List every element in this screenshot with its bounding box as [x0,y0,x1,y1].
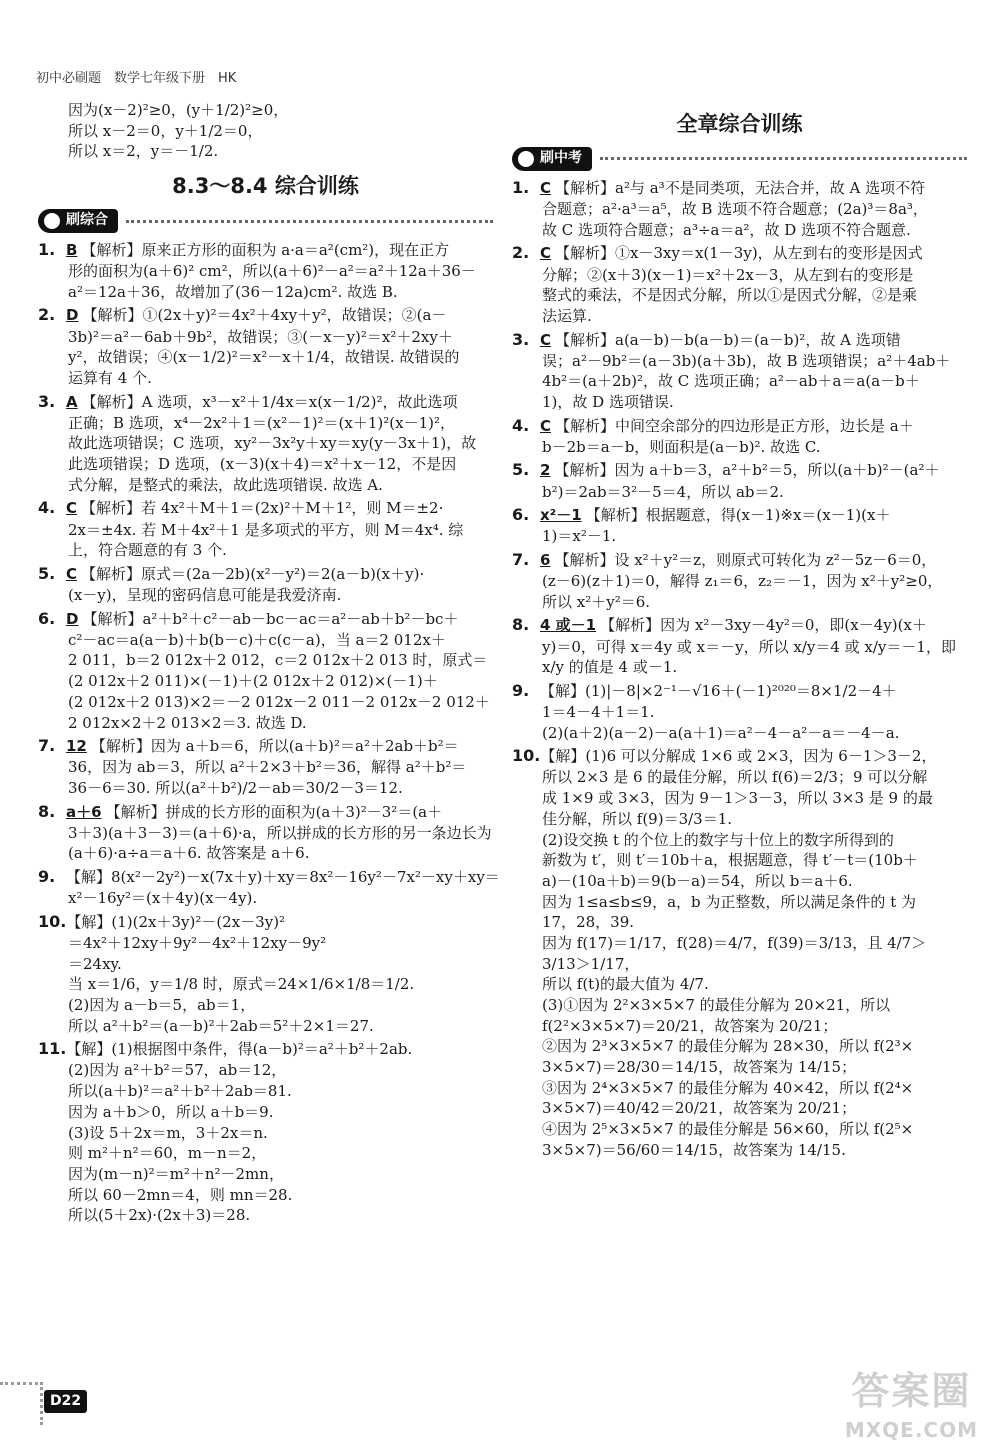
answer-text: 【解析】因为 a＋b＝6，所以(a＋b)²＝a²＋2ab＋b²＝ [90,737,459,756]
answer-line [38,1185,493,1206]
answer-text: 所以 a²＋b²＝(a－b)²＋2ab＝5²＋2×1＝27. [68,1016,374,1035]
answer-line [38,261,493,282]
answer-line [38,933,493,954]
answer-line [512,1016,967,1037]
answer-item [512,504,967,547]
answer-line [512,371,967,392]
answer-line [512,850,967,871]
answer-item [38,866,500,909]
answer-line [38,413,493,434]
intro-line: 所以 x＝2，y＝－1/2. [68,142,219,161]
answer-key: 6 [540,551,551,569]
answer-key: C [66,564,78,583]
answer-line [38,888,493,909]
answer-line [512,329,967,351]
answer-line [38,368,493,389]
answer-line [512,199,967,220]
answer-line [512,912,967,933]
answer-line [38,1102,493,1123]
answer-text: b－2b＝a－b，则面积是(a－b)². 故选 C. [542,437,821,456]
answer-text: 故此选项错误；C 选项，xy²－3x²y＋xy＝xy(y－3x＋1)，故 [68,434,477,453]
answer-text: 【解析】a(a－b)－b(a－b)＝(a－b)²，故 A 选项错 [555,330,901,349]
answer-key: D [66,609,79,628]
page-number: D22 [44,1390,87,1413]
answer-item [38,735,493,798]
brush-icon [516,149,536,169]
answer-line [512,1078,967,1099]
answer-line [38,1016,493,1037]
section-tag: 刷综合 [38,209,118,233]
watermark-line2: MXQE.COM [844,1418,978,1443]
answer-line [38,995,493,1016]
answer-text: (3)①因为 2²×3×5×7 的最佳分解为 20×21，所以 [542,996,891,1014]
question-number: 9. [38,867,56,887]
answer-text: ②因为 2³×3×5×7 的最佳分解为 28×30，所以 f(2³× [542,1037,914,1056]
answer-text: 2 011，b＝2 012x＋2 012，c＝2 012x＋2 013 时，原式＝ [68,651,488,670]
question-number: 8. [38,801,56,821]
answer-key: 4 或－1 [540,616,597,635]
answer-text: (2)因为 a²＋b²＝57，ab＝12， [68,1061,287,1080]
answer-line [512,933,967,954]
corner-decoration [0,1382,43,1425]
answer-text: 1)＝x²－1. [542,527,617,546]
answer-text: 【解】8(x²－2y²)－x(7x＋y)＋xy＝8x²－16y²－7x²－xy＋xy＝ [66,868,500,887]
answer-line [38,454,493,475]
answer-item [38,1038,493,1226]
answer-text: 36，因为 ab＝3，所以 a²＋2×3＋b²＝36，解得 a²＋b²＝ [68,758,467,777]
answer-text: 式分解，是整式的乘法，故此选项错误. 故选 A. [68,475,383,494]
answer-key: 12 [66,737,87,756]
answer-text: 则 m²＋n²＝60，m－n＝2， [68,1144,267,1163]
answer-line [38,1123,493,1144]
left-items [38,239,500,1226]
answer-text: ＝4x²＋12xy＋9y²－4x²＋12xy－9y² [68,933,327,952]
answer-text: 【解析】根据题意，得(x－1)※x＝(x－1)(x＋ [585,506,891,525]
answer-text: 【解析】设 x²＋y²＝z，则原式可转化为 z²－5z－6＝0， [554,551,937,569]
answer-line [38,974,493,995]
answer-text: 【解析】A 选项，x³－x²＋1/4x＝x(x－1/2)²，故此选项 [81,392,458,411]
answer-line [512,974,967,995]
answer-text: 所以(5＋2x)·(2x＋3)＝28. [68,1206,251,1225]
question-number: 1. [512,177,530,197]
answer-line [512,680,967,702]
question-number: 11. [38,1039,67,1059]
section-title-chapter: 全章综合训练 [676,112,803,136]
answer-line [38,282,493,303]
answer-line [38,713,493,734]
answer-line [512,723,967,744]
question-number: 5. [512,460,530,480]
answer-line [38,327,493,348]
answer-key: C [540,178,552,197]
answer-text: 1＝4－4＋1＝1. [542,702,655,721]
answer-text: 成 1×9 或 3×3，因为 9－1＞3－3，所以 3×3 是 9 的最 [542,789,933,808]
answer-text: 【解析】因为 x²－3xy－4y²＝0，即(x－4y)(x＋ [600,616,927,635]
answer-text: (z－6)(z＋1)＝0，解得 z₁＝6，z₂＝－1，因为 x²＋y²≥0， [542,572,943,591]
answer-text: ③因为 2⁴×3×5×7 的最佳分解为 40×42，所以 f(2⁴× [542,1078,914,1097]
answer-text: (3)设 5＋2x＝m，3＋2x＝n. [68,1123,268,1142]
answer-line [512,437,967,458]
answer-text: 【解】(1)根据图中条件，得(a－b)²＝a²＋b²＋2ab. [66,1040,413,1059]
answer-line [512,1036,967,1057]
answer-line [38,630,493,651]
answer-line [512,1057,967,1078]
answer-line [38,778,493,799]
answer-line [512,265,967,286]
answer-text: 正确；B 选项，x⁴－2x²＋1＝(x²－1)²＝(x＋1)²(x－1)²， [68,413,455,432]
tag-row [38,209,493,233]
answer-line [38,911,493,933]
answer-line [512,242,967,264]
answer-item [38,911,493,1037]
answer-text: 【解析】若 4x²＋M＋1＝(2x)²＋M＋1²，则 M＝±2· [81,499,444,518]
answer-text: 误；a²－9b²＝(a－3b)(a＋3b)，故 B 选项错误；a²＋4ab＋ [542,351,951,370]
left-column [38,100,500,1228]
question-number: 6. [512,505,530,525]
answer-item [512,745,967,1160]
answer-text: 所以 x²＋y²＝6. [542,592,651,611]
answer-text: 3b)²＝a²－6ab＋9b²，故错误；③(－x－y)²＝x²＋2xy＋ [68,327,453,346]
answer-line [38,650,493,671]
answer-text: 4b²＝(a＋2b)²，故 C 选项正确；a²－ab＋a＝a(a－b＋ [542,372,920,391]
answer-text: 【解析】a²＋b²＋c²－ab－bc－ac＝a²－ab＋b²－bc＋ [82,609,459,628]
answer-line [38,757,493,778]
answer-item [38,239,493,302]
answer-text: y²，故错误；④(x－1/2)²＝x²－x＋1/4，故错误. 故错误的 [68,348,460,367]
answer-text: 3/13＞1/17， [542,954,640,973]
answer-line [512,549,967,571]
question-number: 2. [38,305,56,325]
answer-line [512,745,967,767]
answer-text: 上，符合题意的有 3 个. [68,541,227,560]
answer-line [38,608,493,630]
answer-line [38,475,493,496]
answer-line [38,823,493,844]
answer-item [512,177,967,240]
answer-text: 因为(m－n)²＝m²＋n²－2mn， [68,1164,284,1183]
watermark [845,1365,978,1445]
answer-line [38,391,493,413]
answer-line [38,801,493,823]
watermark-line1: 答案圈 [851,1368,972,1413]
answer-text: 法运算. [542,306,592,325]
answer-text: (x－y)，呈现的密码信息可能是我爱济南. [68,585,342,604]
answer-text: 3×5×7)＝40/42＝20/21，故答案为 20/21； [542,1099,857,1118]
section-title-8-3: 8.3～8.4 综合训练 [172,174,359,199]
answer-text: 【解析】因为 a＋b＝3，a²＋b²＝5，所以(a＋b)²－(a²＋ [554,461,940,480]
answer-line [38,563,493,585]
answer-item [38,497,493,560]
answer-text: 【解析】原式＝(2a－2b)(x²－y²)＝2(a－b)(x＋y)· [81,564,425,583]
question-number: 4. [38,498,56,518]
answer-line [512,995,967,1016]
answer-line [38,540,493,561]
answer-text: 所以 f(t)的最大值为 4/7. [542,975,709,994]
dotted-rule [600,157,967,160]
answer-text: 3×5×7)＝56/60＝14/15，故答案为 14/15. [542,1140,846,1159]
answer-text: (2)设交换 t 的个位上的数字与十位上的数字所得到的 [542,830,894,849]
answer-key: B [66,241,78,260]
answer-text: 佳分解，所以 f(9)＝3/3＝1. [542,809,733,828]
answer-text: 2x＝±4x. 若 M＋4x²＋1 是多项式的平方，则 M＝4x⁴. 综 [68,520,464,539]
answer-text: x/y 的值是 4 或－1. [542,658,678,677]
section-tag: 刷中考 [512,147,592,171]
answer-text: 新数为 t′，则 t′＝10b＋a，根据题意，得 t′－t＝(10b＋ [542,851,918,870]
answer-text: ④因为 2⁵×3×5×7 的最佳分解是 56×60，所以 f(2⁵× [542,1120,914,1139]
answer-line [512,571,967,592]
question-number: 3. [38,391,56,411]
answer-line [512,767,967,788]
answer-line [512,1098,967,1119]
answer-text: 合题意；a²·a³＝a⁵，故 B 选项不符合题意；(2a)³＝8a³， [542,200,928,219]
answer-text: x²－16y²＝(x＋4y)(x－4y). [68,889,258,908]
answer-line [38,843,493,864]
answer-item [38,391,493,496]
answer-text: 1)，故 D 选项错误. [542,393,674,412]
answer-key: C [540,330,552,349]
answer-key: C [540,416,552,435]
answer-line [38,692,493,713]
answer-key: D [66,306,79,325]
answer-line [512,871,967,892]
answer-text: 【解析】中间空余部分的四边形是正方形，边长是 a＋ [555,416,914,435]
answer-line [512,614,967,636]
answer-line [512,220,967,241]
answer-item [512,329,967,413]
answer-item [38,563,493,606]
answer-item [38,608,493,734]
answer-line [38,1060,493,1081]
answer-line [512,830,967,851]
answer-text: c²－ac＝a(a－b)＋b(b－c)＋c(c－a)，当 a＝2 012x＋ [68,630,446,649]
answer-text: y)＝0，可得 x＝4y 或 x＝－y，所以 x/y＝4 或 x/y＝－1，即 [542,637,956,656]
answer-text: 整式的乘法，不是因式分解，所以①是因式分解，②是乘 [542,286,918,305]
answer-text: 因为 1≤a≤b≤9，a，b 为正整数，所以满足条件的 t 为 [542,892,916,911]
brush-icon [42,211,62,231]
answer-item [512,680,967,743]
answer-line [512,415,967,437]
answer-key: x²－1 [540,506,582,525]
answer-text: a²＝12a＋36，故增加了(36－12a)cm². 故选 B. [68,282,398,301]
answer-text: 【解析】a²与 a³不是同类项，无法合并，故 A 选项不符 [555,178,926,197]
answer-item [512,459,967,502]
answer-line [38,585,493,606]
answer-item [38,304,493,388]
answer-text: (2 012x＋2 011)×(－1)＋(2 012x＋2 012)×(－1)＋ [68,672,438,691]
answer-text: 2 012x×2＋2 013×2＝3. 故选 D. [68,713,307,732]
answer-line [512,809,967,830]
answer-text: 【解】(1)(2x＋3y)²－(2x－3y)² [66,912,286,931]
answer-text: 17，28，39. [542,913,635,932]
question-number: 6. [38,608,56,628]
answer-text: b²)＝2ab＝3²－5＝4，所以 ab＝2. [542,482,784,501]
answer-text: 3×5×7)＝28/30＝14/15，故答案为 14/15； [542,1058,857,1077]
running-header: 初中必刷题 数学七年级下册 HK [36,71,237,86]
answer-key: C [540,244,552,263]
answer-line [38,1143,493,1164]
answer-line [38,497,493,519]
answer-key: 2 [540,461,551,480]
answer-line [512,1119,967,1140]
answer-line [512,1140,967,1161]
answer-text: 【解析】原来正方形的面积为 a·a＝a²(cm²)，现在正方 [81,241,450,260]
answer-line [512,306,967,327]
right-items [512,177,967,1161]
answer-text: 【解析】拼成的长方形的面积为(a＋3)²－3²＝(a＋ [105,802,443,821]
answer-text: 故 C 选项符合题意；a³÷a＝a²，故 D 选项不符合题意. [542,220,911,239]
answer-text: 运算有 4 个. [68,368,152,387]
question-number: 5. [38,563,56,583]
answer-text: 【解】(1)6 可以分解成 1×6 或 2×3，因为 6－1＞3－2， [540,747,937,766]
answer-text: 所以 2×3 是 6 的最佳分解，所以 f(6)＝2/3；9 可以分解 [542,768,928,787]
answer-text: (2)(a＋2)(a－2)－a(a＋1)＝a²－4－a²－a＝－4－a. [542,723,900,742]
answer-line [512,592,967,613]
answer-key: a＋6 [66,802,102,821]
answer-text: 3＋3)(a＋3－3)＝(a＋6)·a，所以拼成的长方形的另一条边长为 [68,823,492,842]
question-number: 7. [38,736,56,756]
answer-key: C [66,499,78,518]
question-number: 4. [512,415,530,435]
answer-text: 此选项错误；D 选项，(x－3)(x＋4)＝x²＋x－12，不是因 [68,455,457,474]
question-number: 1. [38,240,56,260]
answer-text: 【解析】①(2x＋y)²＝4x²＋4xy＋y²，故错误；②(a－ [82,306,447,325]
answer-line [512,954,967,975]
answer-line [38,520,493,541]
answer-line [512,892,967,913]
answer-text: 分解；②(x＋3)(x－1)＝x²＋2x－3，从左到右的变形是 [542,265,914,284]
answer-line [512,351,967,372]
answer-line [512,702,967,723]
answer-line [38,304,493,326]
answer-line [512,177,967,199]
answer-text: (2)因为 a－b＝5，ab＝1， [68,996,256,1014]
answer-text: 因为 a＋b＞0，所以 a＋b＝9. [68,1102,274,1121]
answer-line [512,637,967,658]
question-number: 3. [512,329,530,349]
dotted-rule [126,220,493,223]
intro-line: 所以 x－2＝0，y＋1/2＝0， [68,121,263,140]
answer-item [512,242,967,326]
answer-text: ＝24xy. [68,954,122,973]
answer-item [512,549,967,612]
question-number: 9. [512,680,530,700]
answer-line [512,482,967,503]
question-number: 10. [38,911,67,931]
intro-block [38,100,493,162]
answer-text: 【解】(1)|－8|×2⁻¹－√16＋(－1)²⁰²⁰＝8×1/2－4＋ [540,681,897,700]
answer-line [38,239,493,261]
answer-text: 因为 f(17)＝1/17，f(28)＝4/7，f(39)＝3/13，且 4/7＞ [542,933,927,952]
right-column [512,100,967,1163]
answer-line [38,347,493,368]
answer-key: A [66,392,78,411]
question-number: 2. [512,243,530,263]
answer-line [38,954,493,975]
intro-line: 因为(x－2)²≥0，(y＋1/2)²≥0， [68,101,289,119]
answer-line [38,1038,493,1060]
answer-text: f(2²×3×5×7)＝20/21，故答案为 20/21； [542,1016,838,1035]
answer-text: 所以(a＋b)²＝a²＋b²＋2ab＝81. [68,1082,292,1101]
answer-line [38,1164,493,1185]
answer-line [512,788,967,809]
answer-text: 所以 60－2mn＝4，则 mn＝28. [68,1185,293,1204]
answer-text: 36－6＝30. 所以(a²＋b²)/2－ab＝30/2－3＝12. [68,778,403,797]
answer-item [38,801,493,864]
answer-line [512,285,967,306]
answer-line [512,392,967,413]
answer-line [512,504,967,526]
answer-line [512,526,967,547]
answer-text: (a＋6)·a÷a＝a＋6. 故答案是 a＋6. [68,844,310,863]
answer-line [38,1205,493,1226]
question-number: 10. [512,746,541,766]
answer-item [512,415,967,458]
answer-line [38,1081,493,1102]
answer-line [38,866,500,888]
answer-line [512,459,967,481]
answer-line [38,735,493,757]
answer-text: a)－(10a＋b)＝9(b－a)＝54，所以 b＝a＋6. [542,871,853,890]
answer-line [38,671,493,692]
answer-text: 形的面积为(a＋6)² cm²，所以(a＋6)²－a²＝a²＋12a＋36－ [68,262,476,281]
answer-text: 【解析】①x－3xy＝x(1－3y)，从左到右的变形是因式 [555,244,923,263]
answer-line [512,657,967,678]
answer-text: 当 x＝1/6，y＝1/8 时，原式＝24×1/6×1/8＝1/2. [68,975,415,994]
answer-text: (2 012x＋2 013)×2＝－2 012x－2 011－2 012x－2 012＋ [68,692,490,711]
question-number: 8. [512,615,530,635]
question-number: 7. [512,550,530,569]
answer-item [512,614,967,677]
answer-line [38,433,493,454]
tag-row [512,147,967,171]
